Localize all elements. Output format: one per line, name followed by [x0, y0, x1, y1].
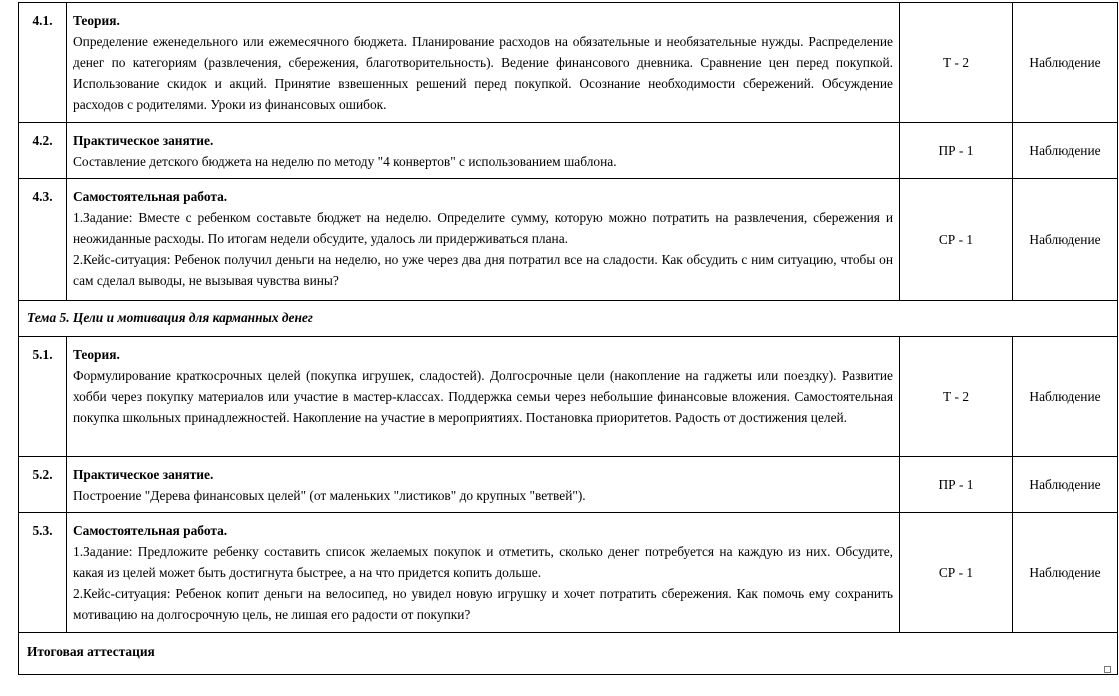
row-title: Практическое занятие.: [73, 467, 214, 482]
curriculum-table: [18, 2, 1118, 675]
table-row: [19, 457, 1118, 513]
row-content: [67, 3, 900, 123]
row-text: Формулирование краткосрочных целей (покупка игрушек, сладостей). Долгосрочные цели (накопление на гаджеты или поездку). Развитие хобби через покупку материалов или участие в мастер-классах. Поддержка семьи через небольшие финансовые вложения. Самостоятельная покупка школьных принадлежностей. Накопление на участие в мероприятиях. Постановка приоритетов. Радость от достижения целей.: [73, 368, 893, 425]
row-text: 2.Кейс-ситуация: Ребенок копит деньги на велосипед, но увидел новую игрушку и хочет потратить сбережения. Как помочь ему сохранить мотивацию на долгосрочную цель, не лишая его радости от покупки?: [73, 586, 893, 622]
row-text: 2.Кейс-ситуация: Ребенок получил деньги на неделю, но уже через два дня потратил все на сладости. Как обсудить с ним ситуацию, чтобы он сам сделал выводы, не вызывая чувства вины?: [73, 252, 893, 288]
hours-code: Т - 2: [900, 337, 1013, 457]
hours-code: ПР - 1: [900, 123, 1013, 179]
row-content: [67, 123, 900, 179]
control-form: Наблюдение: [1013, 3, 1118, 123]
row-number: 4.2.: [19, 123, 67, 179]
row-text: Определение еженедельного или ежемесячного бюджета. Планирование расходов на обязательные и необязательные нужды. Распределение денег по категориям (развлечения, сбережения, благотворительность). Ведение финансового дневника. Сравнение цен перед покупкой. Использование скидок и акций. Принятие взвешенных решений перед покупкой. Осознание необходимости сбережений. Обсуждение расходов с родителями. Уроки из финансовых ошибок.: [73, 34, 893, 112]
hours-code: ПР - 1: [900, 457, 1013, 513]
row-content: [67, 513, 900, 633]
row-content: [67, 457, 900, 513]
row-title: Практическое занятие.: [73, 133, 214, 148]
row-content: [67, 179, 900, 301]
hours-code: СР - 1: [900, 179, 1013, 301]
table-row: [19, 3, 1118, 123]
row-content: [67, 337, 900, 457]
row-number: 4.3.: [19, 179, 67, 301]
final-assessment: Итоговая аттестация: [19, 633, 1118, 675]
row-title: Самостоятельная работа.: [73, 523, 228, 538]
row-number: 4.1.: [19, 3, 67, 123]
topic-row: [19, 301, 1118, 337]
table-resize-handle[interactable]: [1104, 666, 1111, 673]
row-text: Составление детского бюджета на неделю по методу "4 конвертов" с использованием шаблона.: [73, 154, 617, 169]
row-number: 5.2.: [19, 457, 67, 513]
hours-code: Т - 2: [900, 3, 1013, 123]
table-row: [19, 179, 1118, 301]
control-form: Наблюдение: [1013, 513, 1118, 633]
hours-code: СР - 1: [900, 513, 1013, 633]
topic-title: Тема 5. Цели и мотивация для карманных денег: [19, 301, 1118, 337]
row-text: Построение "Дерева финансовых целей" (от маленьких "листиков" до крупных "ветвей").: [73, 488, 586, 503]
table-row: [19, 513, 1118, 633]
control-form: Наблюдение: [1013, 179, 1118, 301]
control-form: Наблюдение: [1013, 337, 1118, 457]
final-row: [19, 633, 1118, 675]
row-title: Теория.: [73, 347, 120, 362]
table-row: [19, 337, 1118, 457]
control-form: Наблюдение: [1013, 123, 1118, 179]
control-form: Наблюдение: [1013, 457, 1118, 513]
row-title: Самостоятельная работа.: [73, 189, 228, 204]
row-text: 1.Задание: Вместе с ребенком составьте бюджет на неделю. Определите сумму, которую можно потратить на развлечения, сбережения и неожиданные расходы. По итогам недели обсудите, удалось ли придерживаться плана.: [73, 210, 893, 246]
row-number: 5.1.: [19, 337, 67, 457]
table-row: [19, 123, 1118, 179]
row-title: Теория.: [73, 13, 120, 28]
row-number: 5.3.: [19, 513, 67, 633]
row-text: 1.Задание: Предложите ребенку составить список желаемых покупок и отметить, сколько денег потребуется на каждую из них. Обсудите, какая из целей может быть достигнута быстрее, а на что придется копить дольше.: [73, 544, 893, 580]
